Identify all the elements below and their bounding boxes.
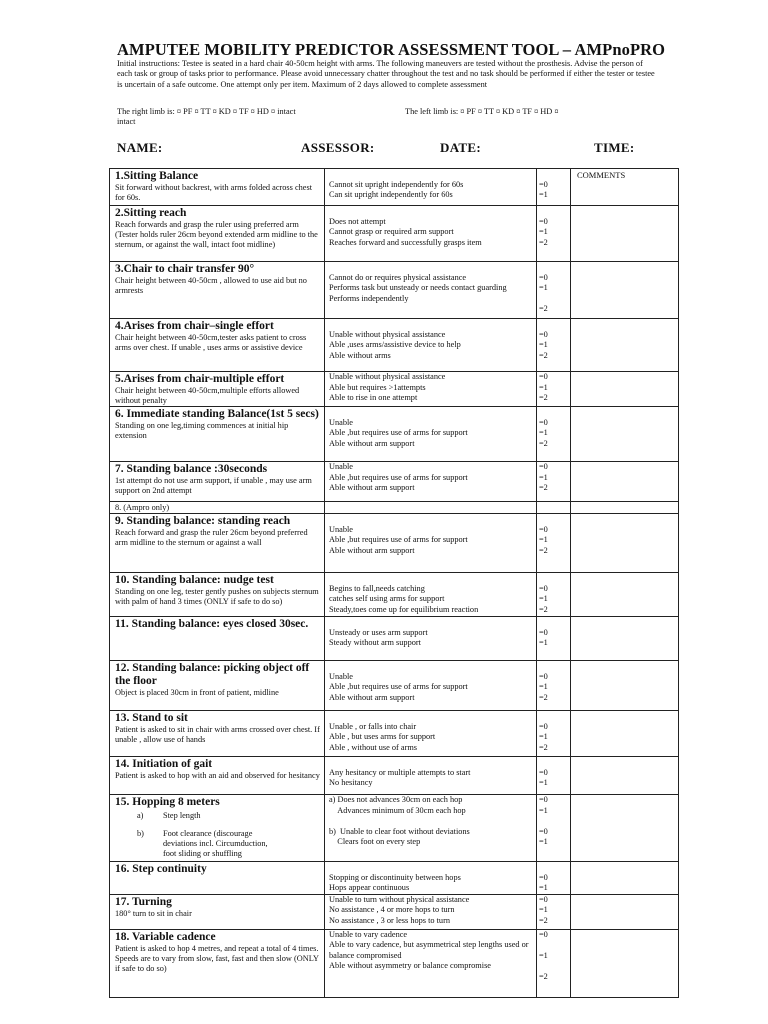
response-option: catches self using arms for support <box>329 594 445 603</box>
score-cell <box>537 169 571 206</box>
comments-cell[interactable] <box>571 319 679 372</box>
response-options-cell <box>325 206 537 262</box>
score-cell <box>537 462 571 502</box>
score-cell <box>537 407 571 462</box>
task-title: 14. Initiation of gait <box>115 758 213 770</box>
task-subitem <box>115 829 321 859</box>
response-option: Able ,but requires use of arms for support <box>329 472 468 482</box>
response-option <box>329 661 534 672</box>
response-option: b) Unable to clear foot without deviations <box>329 826 470 836</box>
task-title: 16. Step continuity <box>115 863 207 875</box>
task-cell <box>110 617 325 661</box>
task-cell <box>110 502 325 514</box>
score-cell <box>537 372 571 407</box>
response-option: Able ,but requires use of arms for support <box>329 535 468 544</box>
response-option: Able without arms <box>329 350 391 360</box>
score-value <box>539 514 568 525</box>
response-option: Unable <box>329 671 353 681</box>
task-title: 15. Hopping 8 meters <box>115 796 220 808</box>
score-value: =0 <box>539 767 548 777</box>
response-option <box>329 206 534 217</box>
table-row <box>110 929 679 997</box>
response-option: Unable <box>329 524 353 534</box>
score-cell <box>537 573 571 617</box>
task-title: 17. Turning <box>115 895 172 908</box>
task-cell <box>110 206 325 262</box>
task-title: 10. Standing balance: nudge test <box>115 574 274 586</box>
score-value <box>539 757 568 768</box>
score-value: =2 <box>539 545 548 555</box>
task-description: 8. (Ampro only) <box>115 503 170 512</box>
response-option: Able without arm support <box>329 483 415 492</box>
left-limb-line: The left limb is: ¤ PF ¤ TT ¤ KD ¤ TF ¤ HD ¤ <box>405 107 559 116</box>
task-title: 13. Stand to sit <box>115 712 188 724</box>
table-row <box>110 573 679 617</box>
comments-cell[interactable] <box>571 862 679 895</box>
response-option: Cannot do or requires physical assistance <box>329 272 467 282</box>
score-value: =2 <box>539 692 548 702</box>
score-value: =1 <box>539 950 548 960</box>
task-description: Chair height between 40-50cm,multiple efforts allowed without penalty <box>115 386 300 405</box>
task-cell <box>110 169 325 206</box>
task-title: 9. Standing balance: standing reach <box>115 515 291 527</box>
task-description: Patient is asked to sit in chair with arms crossed over chest. If unable , allow use of hands <box>115 725 320 744</box>
response-options-cell <box>325 407 537 462</box>
score-value: =2 <box>539 604 548 614</box>
response-option: Unable to turn without physical assistance <box>329 894 470 904</box>
comments-cell[interactable] <box>571 462 679 502</box>
table-row <box>110 319 679 372</box>
score-value: =2 <box>539 237 548 247</box>
table-row <box>110 407 679 462</box>
response-options-cell <box>325 169 537 206</box>
table-row <box>110 502 679 514</box>
score-cell <box>537 929 571 997</box>
comments-cell[interactable] <box>571 514 679 573</box>
response-option: Able , but uses arms for support <box>329 732 436 741</box>
response-option: Cannot grasp or required arm support <box>329 227 454 236</box>
comments-cell[interactable] <box>571 929 679 997</box>
response-options-cell <box>325 262 537 319</box>
score-value <box>539 294 568 305</box>
comments-cell[interactable] <box>571 617 679 661</box>
response-options-cell <box>325 319 537 372</box>
subitem-text: Step length <box>163 811 201 820</box>
score-cell <box>537 757 571 795</box>
score-cell <box>537 661 571 711</box>
comments-cell[interactable] <box>571 894 679 929</box>
task-cell <box>110 319 325 372</box>
score-value: =1 <box>539 837 548 846</box>
score-value: =2 <box>539 350 548 360</box>
score-cell <box>537 262 571 319</box>
response-option: No hesitancy <box>329 778 373 787</box>
table-row <box>110 711 679 757</box>
response-option: Clears foot on every step <box>329 837 421 846</box>
task-title: 12. Standing balance: picking object off the floor <box>115 662 310 687</box>
score-cell <box>537 206 571 262</box>
score-value: =0 <box>539 929 548 939</box>
comments-cell[interactable] <box>571 757 679 795</box>
score-value: =2 <box>539 971 548 981</box>
time-label: TIME: <box>594 140 635 155</box>
task-cell <box>110 407 325 462</box>
response-option <box>329 862 534 873</box>
score-value: =1 <box>539 778 548 787</box>
score-value: =0 <box>539 583 548 593</box>
task-description: Standing on one leg,timing commences at initial hip extension <box>115 421 289 440</box>
response-option: Performs task but unsteady or needs contact guarding <box>329 283 507 292</box>
task-title: 1.Sitting Balance <box>115 170 199 182</box>
initial-instructions: Initial instructions: Testee is seated in a hard chair 40-50cm height with arms. The following maneuvers are tested without the prosthesis. Advise the person of each task or group of tasks prior to performance. Please avoid unnecessary chatter throughout the test and no task should be performed if either the tester or testee is uncertain of a safe outcome. One attempt only per item. Maximum of 2 days allowed to complete assessment <box>117 59 655 89</box>
task-cell <box>110 862 325 895</box>
response-option: Able to rise in one attempt <box>329 393 418 402</box>
comments-cell[interactable] <box>571 407 679 462</box>
task-title: 6. Immediate standing Balance(1st 5 secs) <box>115 408 319 420</box>
score-value: =1 <box>539 638 548 647</box>
score-value: =0 <box>539 826 548 836</box>
comments-cell[interactable] <box>571 206 679 262</box>
score-value <box>539 206 568 217</box>
response-options-cell <box>325 862 537 895</box>
task-description: Patient is asked to hop 4 metres, and repeat a total of 4 times. Speeds are to vary from slow, fast, fast and then slow (ONLY if safe to do so) <box>115 943 319 973</box>
table-row <box>110 617 679 661</box>
score-cell <box>537 502 571 514</box>
response-option: Stopping or discontinuity between hops <box>329 872 461 882</box>
score-value: =0 <box>539 721 548 731</box>
table-row <box>110 514 679 573</box>
score-value: =2 <box>539 393 548 402</box>
table-row <box>110 206 679 262</box>
score-value <box>539 711 568 722</box>
response-options-cell <box>325 462 537 502</box>
score-value: =1 <box>539 472 548 482</box>
response-option: Steady without arm support <box>329 638 421 647</box>
response-option <box>329 757 534 768</box>
score-value <box>539 940 568 951</box>
score-value: =2 <box>539 304 548 313</box>
response-options-cell <box>325 514 537 573</box>
task-cell <box>110 757 325 795</box>
task-cell <box>110 372 325 407</box>
response-options-cell <box>325 502 537 514</box>
score-value: =0 <box>539 417 548 427</box>
subitem-text: Foot clearance (discourage deviations incl. Circumduction, foot sliding or shuffling <box>163 829 268 858</box>
score-value <box>539 816 568 827</box>
response-option <box>329 319 534 330</box>
score-value: =1 <box>539 428 548 437</box>
task-description: 180° turn to sit in chair <box>115 908 192 918</box>
assessor-label: ASSESSOR: <box>301 140 375 155</box>
subitem-letter: a) <box>137 811 144 820</box>
response-option: Able ,but requires use of arms for support <box>329 428 468 437</box>
score-value: =1 <box>539 682 548 691</box>
limb-status <box>117 107 657 128</box>
response-option: Unable to vary cadence <box>329 929 408 939</box>
comments-header: COMMENTS <box>577 170 626 180</box>
table-row <box>110 862 679 895</box>
task-cell <box>110 894 325 929</box>
table-row <box>110 372 679 407</box>
response-options-cell <box>325 711 537 757</box>
task-description: Reach forward and grasp the ruler 26cm beyond preferred arm midline to the sternum or against a wall <box>115 528 308 547</box>
task-title: 11. Standing balance: eyes closed 30sec. <box>115 618 309 630</box>
score-value <box>539 262 568 273</box>
comments-cell[interactable] <box>571 573 679 617</box>
task-cell <box>110 711 325 757</box>
score-value: =1 <box>539 883 548 892</box>
score-value: =2 <box>539 742 548 752</box>
left-limb-line-continued: intact <box>117 117 136 127</box>
score-value: =1 <box>539 190 548 199</box>
comments-cell[interactable] <box>571 711 679 757</box>
task-description: Chair height between 40-50cm , allowed to use aid but no armrests <box>115 276 307 295</box>
task-cell <box>110 462 325 502</box>
response-option: Able without arm support <box>329 545 415 555</box>
task-title: 3.Chair to chair transfer 90° <box>115 263 255 275</box>
task-subitem <box>115 811 321 821</box>
response-option: Able ,but requires use of arms for support <box>329 682 468 691</box>
task-description: Chair height between 40-50cm,tester asks patient to cross arms over chest. If unable , uses arms or assistive device <box>115 333 307 352</box>
score-value <box>539 961 568 972</box>
score-value: =2 <box>539 483 548 492</box>
score-value: =1 <box>539 535 548 544</box>
task-cell <box>110 514 325 573</box>
task-description: Sit forward without backrest, with arms folded across chest for 60s. <box>115 183 313 202</box>
response-option <box>329 262 534 273</box>
score-value: =1 <box>539 382 548 392</box>
response-option: Advances minimum of 30cm each hop <box>329 805 466 815</box>
task-title: 4.Arises from chair–single effort <box>115 320 274 332</box>
response-option <box>329 816 534 827</box>
task-cell <box>110 262 325 319</box>
score-cell <box>537 514 571 573</box>
response-option <box>329 169 534 180</box>
response-option: Cannot sit upright independently for 60s <box>329 179 464 189</box>
response-option: Unable without physical assistance <box>329 329 446 339</box>
date-label: DATE: <box>440 140 481 155</box>
response-options-cell <box>325 372 537 407</box>
comments-cell[interactable] <box>571 502 679 514</box>
response-options-cell <box>325 573 537 617</box>
response-options-cell <box>325 757 537 795</box>
comments-cell[interactable] <box>571 661 679 711</box>
score-value <box>539 169 568 180</box>
response-options-cell <box>325 617 537 661</box>
score-value <box>539 862 568 873</box>
response-option: Unable , or falls into chair <box>329 721 417 731</box>
score-value: =1 <box>539 732 548 741</box>
response-option: Unable without physical assistance <box>329 372 446 381</box>
response-option: No assistance , 4 or more hops to turn <box>329 905 455 914</box>
response-option <box>329 711 534 722</box>
comments-cell[interactable] <box>571 795 679 862</box>
table-row <box>110 795 679 862</box>
response-option: Able without arm support <box>329 692 415 702</box>
response-option: Able , without use of arms <box>329 742 418 752</box>
assessment-rows <box>110 169 679 998</box>
score-value: =1 <box>539 594 548 603</box>
score-value: =1 <box>539 227 548 236</box>
score-value: =2 <box>539 438 548 448</box>
response-option: Able ,uses arms/assistive device to help <box>329 340 461 349</box>
response-option: a) Does not advances 30cm on each hop <box>329 795 463 804</box>
task-description: Patient is asked to hop with an aid and observed for hesitancy <box>115 771 320 780</box>
task-description: Standing on one leg, tester gently pushes on subjects sternum with palm of hand 3 times (ONLY if safe to do so) <box>115 587 319 606</box>
task-cell <box>110 573 325 617</box>
score-value: =0 <box>539 216 548 226</box>
response-option <box>329 514 534 525</box>
response-option: Does not attempt <box>329 216 386 226</box>
subitem-letter: b) <box>137 829 144 838</box>
task-title: 5.Arises from chair-multiple effort <box>115 373 285 385</box>
form-title: AMPUTEE MOBILITY PREDICTOR ASSESSMENT TOOL – AMPnoPRO <box>117 40 666 59</box>
table-row <box>110 894 679 929</box>
response-option: Able without arm support <box>329 438 415 448</box>
score-value: =0 <box>539 524 548 534</box>
score-value <box>539 617 568 628</box>
comments-cell[interactable] <box>571 169 679 206</box>
table-row <box>110 169 679 206</box>
score-value: =0 <box>539 627 548 637</box>
response-option: No assistance , 3 or less hops to turn <box>329 915 450 925</box>
response-option: Performs independently <box>329 293 409 303</box>
task-description: Reach forwards and grasp the ruler using preferred arm (Tester holds ruler 26cm beyond extended arm midline to the sternum, or against the wall, intact foot midline) <box>115 220 318 249</box>
score-value: =1 <box>539 340 548 349</box>
response-option: Can sit upright independently for 60s <box>329 190 453 199</box>
score-cell <box>537 862 571 895</box>
response-options-cell <box>325 929 537 997</box>
task-title: 18. Variable cadence <box>115 930 216 943</box>
response-options-cell <box>325 894 537 929</box>
response-option: Unable <box>329 417 353 427</box>
task-cell <box>110 929 325 997</box>
comments-cell[interactable] <box>571 372 679 407</box>
table-row <box>110 462 679 502</box>
response-option: Hops appear continuous <box>329 883 410 892</box>
score-cell <box>537 617 571 661</box>
response-option <box>329 573 534 584</box>
response-option: Able without asymmetry or balance compromise <box>329 961 491 970</box>
task-description: 1st attempt do not use arm support, if unable , may use arm support on 2nd attempt <box>115 476 312 495</box>
right-limb-line: The right limb is: ¤ PF ¤ TT ¤ KD ¤ TF ¤ HD ¤ intact <box>117 107 296 116</box>
score-cell <box>537 711 571 757</box>
score-value: =0 <box>539 272 548 282</box>
score-value: =0 <box>539 872 548 882</box>
score-value: =1 <box>539 805 548 815</box>
score-value <box>539 573 568 584</box>
score-value: =0 <box>539 329 548 339</box>
task-cell <box>110 661 325 711</box>
comments-cell[interactable] <box>571 262 679 319</box>
score-cell <box>537 319 571 372</box>
score-value: =0 <box>539 671 548 681</box>
score-value: =0 <box>539 894 548 904</box>
table-row <box>110 262 679 319</box>
score-value: =0 <box>539 179 548 189</box>
response-option: Unable <box>329 462 353 471</box>
task-description: Object is placed 30cm in front of patient, midline <box>115 688 279 697</box>
response-option: Reaches forward and successfully grasps item <box>329 237 482 247</box>
table-row <box>110 757 679 795</box>
name-label: NAME: <box>117 140 163 155</box>
score-value: =1 <box>539 283 548 292</box>
score-cell <box>537 795 571 862</box>
response-options-cell <box>325 795 537 862</box>
assessment-table <box>109 168 679 998</box>
score-cell <box>537 894 571 929</box>
response-option: Able to vary cadence, but asymmetrical step lengths used or balance compromised <box>329 940 531 960</box>
response-option: Any hesitancy or multiple attempts to start <box>329 767 471 777</box>
score-value <box>539 407 568 418</box>
score-value: =0 <box>539 462 548 471</box>
task-cell <box>110 795 325 862</box>
score-value <box>539 661 568 672</box>
score-value: =0 <box>539 372 548 381</box>
response-option <box>329 407 534 418</box>
response-option: Begins to fall,needs catching <box>329 583 425 593</box>
score-value <box>539 319 568 330</box>
response-option: Able but requires >1attempts <box>329 382 426 392</box>
score-value: =1 <box>539 905 548 914</box>
response-option: Unsteady or uses arm support <box>329 627 428 637</box>
task-title: 2.Sitting reach <box>115 207 187 219</box>
response-option <box>329 617 534 628</box>
table-row <box>110 661 679 711</box>
task-title: 7. Standing balance :30seconds <box>115 463 268 475</box>
score-value: =0 <box>539 795 548 804</box>
response-option: Steady,toes come up for equilibrium reaction <box>329 604 479 614</box>
response-options-cell <box>325 661 537 711</box>
score-value: =2 <box>539 915 548 925</box>
